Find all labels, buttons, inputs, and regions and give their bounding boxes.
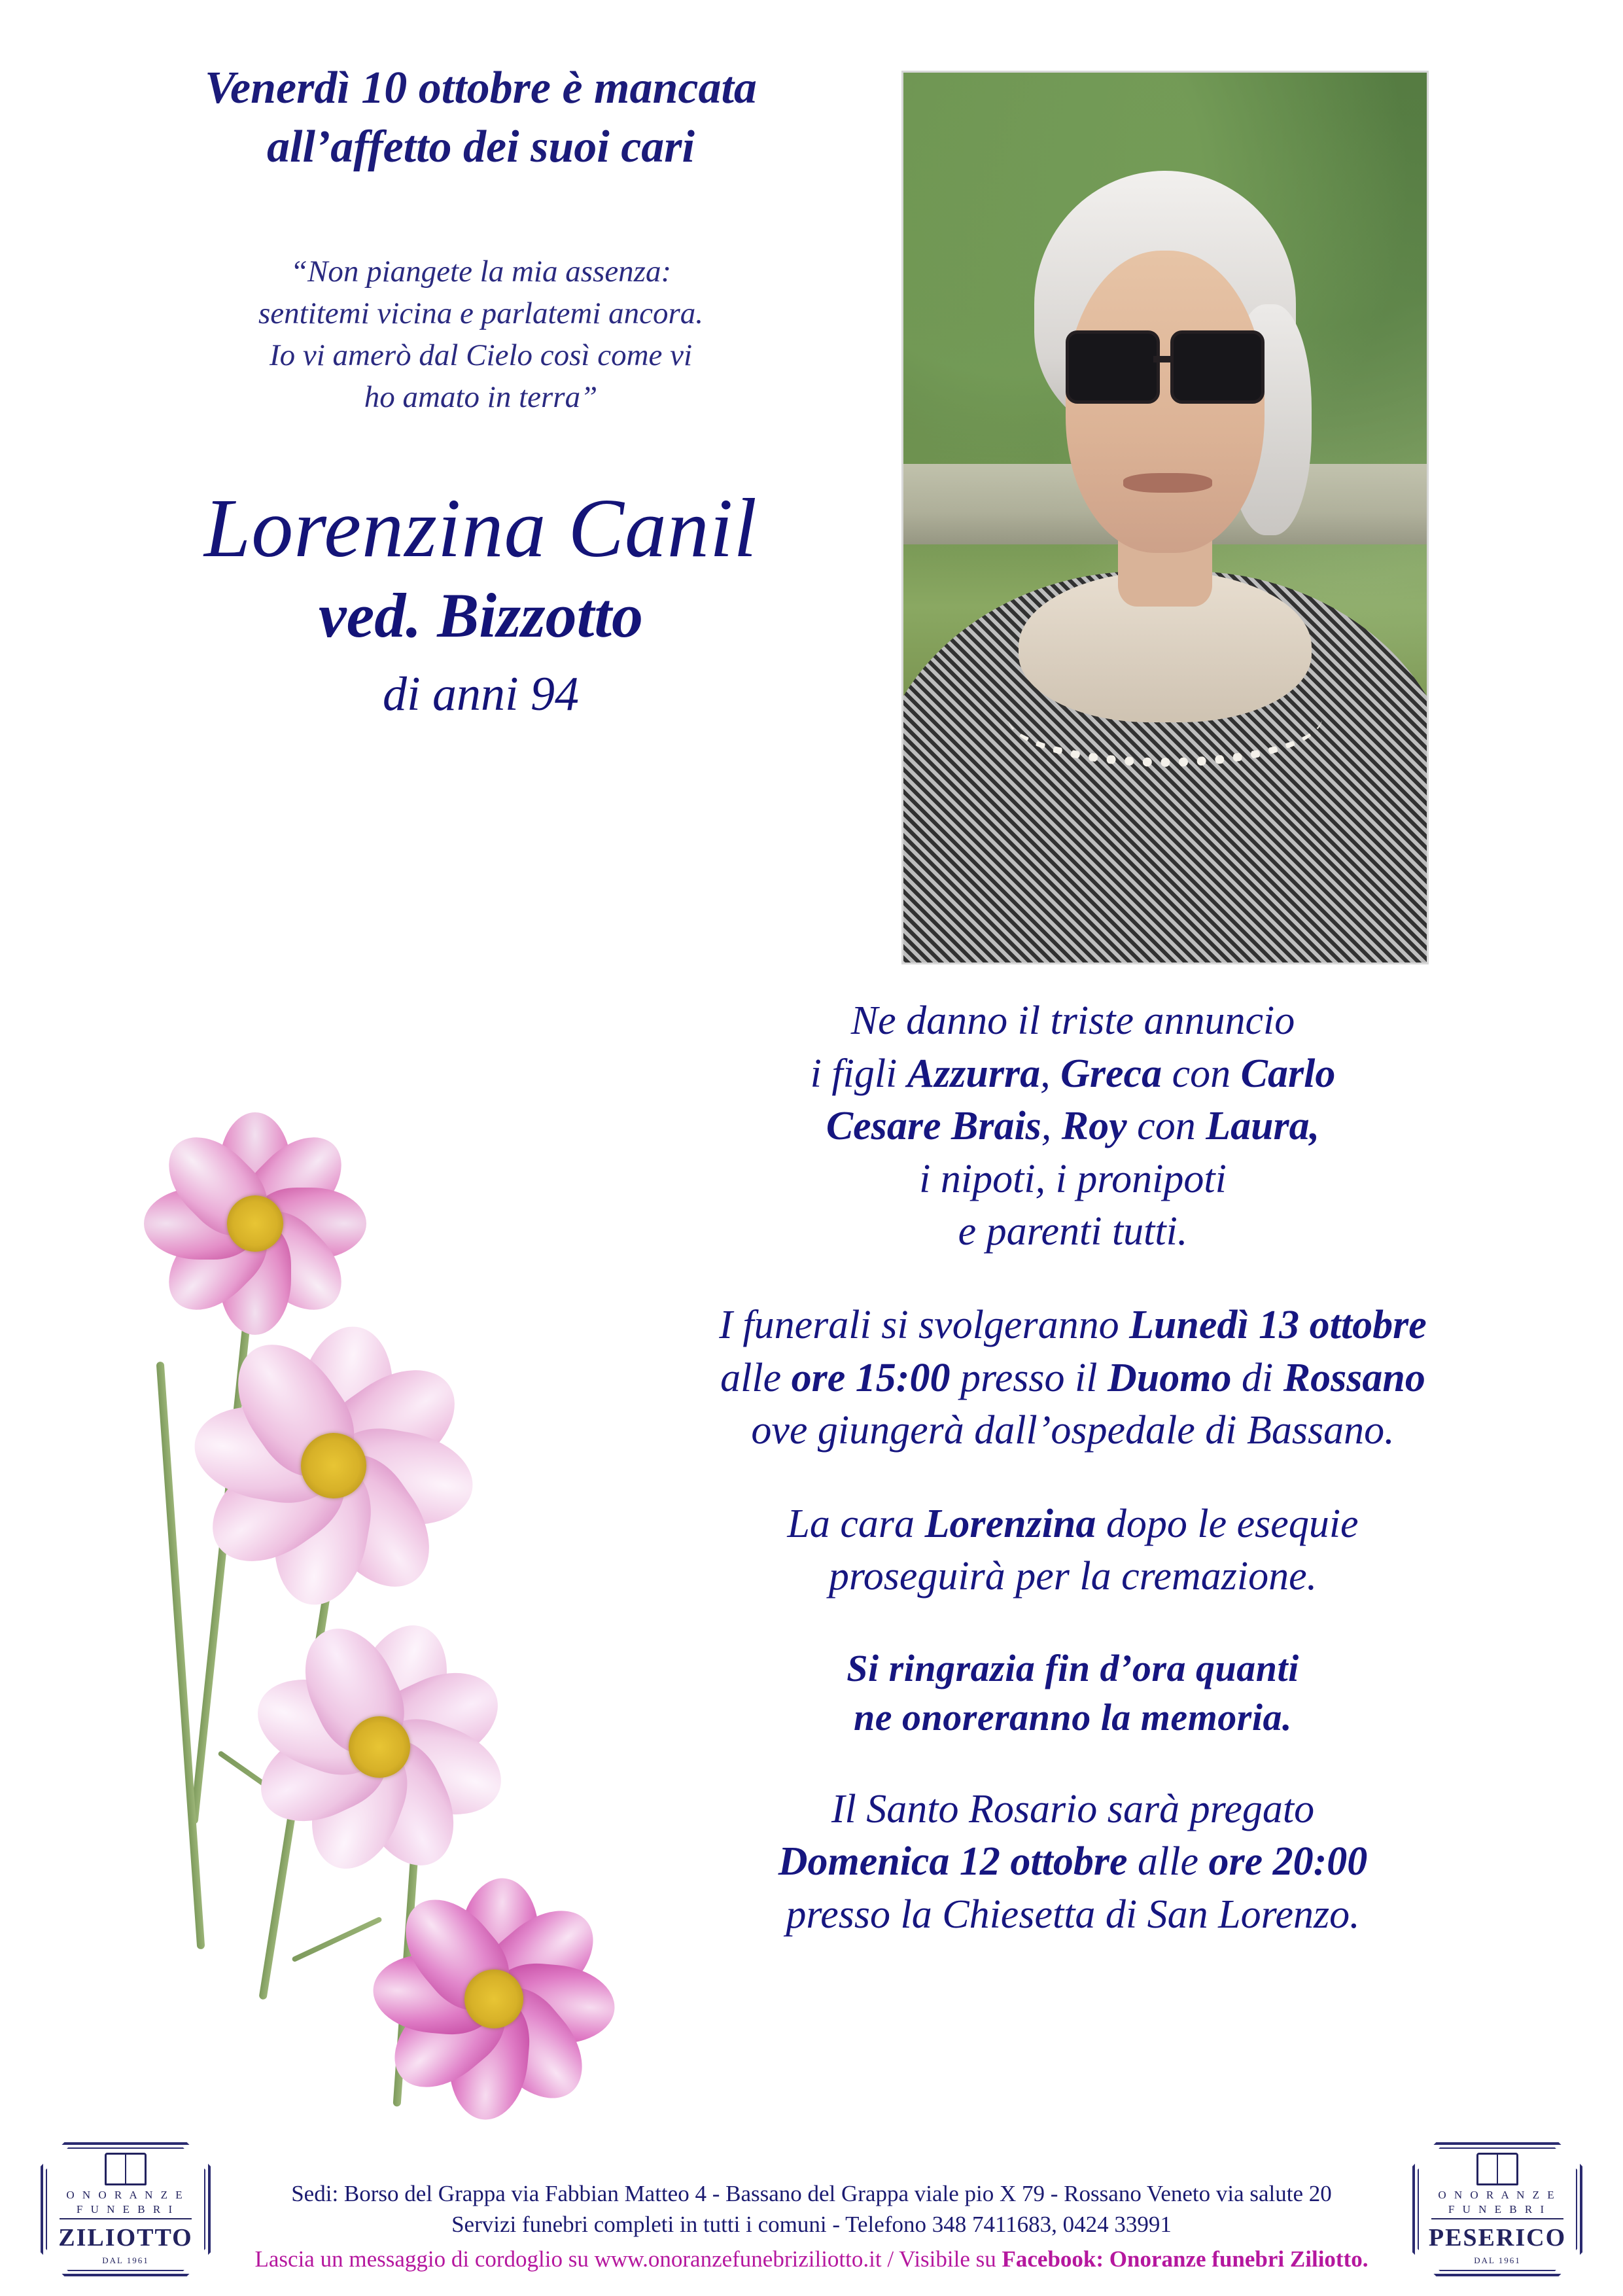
logo-right-line-2: F U N E B R I [1448, 2202, 1547, 2216]
logo-left-line-2: F U N E B R I [76, 2202, 175, 2216]
logo-right-rule [1431, 2218, 1564, 2219]
cremation-name: Lorenzina [924, 1501, 1096, 1546]
logo-content-right [1412, 2142, 1582, 2276]
quote-line-3: Io vi amerò dal Cielo così come vi [269, 338, 693, 372]
rosary-line-2 [563, 1835, 1583, 1888]
family-sep-2: con [1162, 1051, 1241, 1096]
cremation-line-1 [563, 1498, 1583, 1551]
family-line-2 [563, 1048, 1583, 1101]
family-line2-pre: i figli [810, 1051, 907, 1096]
funeral-line-3: ove giungerà dall’ospedale di Bassano. [751, 1408, 1395, 1453]
logo-ziliotto [41, 2142, 211, 2276]
announcement-line-2: all’affetto dei suoi cari [267, 121, 695, 172]
family-line-4: i nipoti, i pronipoti [919, 1156, 1227, 1201]
logo-right-line-1: O N O R A N Z E [1438, 2189, 1557, 2202]
footer [0, 2136, 1623, 2287]
portrait-photo [901, 71, 1429, 964]
logo-left-name: ZILIOTTO [58, 2223, 193, 2252]
funeral-town: Rossano [1283, 1355, 1425, 1400]
family-sep-4: con [1126, 1104, 1206, 1149]
footer-condolence-text: Lascia un messaggio di cordoglio su www.onoranzefunebriziliotto.it / Visibile su [254, 2246, 1002, 2272]
funeral-line2-mid2: di [1231, 1355, 1283, 1400]
family-line-1: Ne danno il triste annuncio [850, 998, 1295, 1043]
cremation-line1-pre: La cara [787, 1501, 925, 1546]
deceased-widow-of: ved. Bizzotto [319, 580, 643, 651]
thanks-line-2: ne onoreranno la memoria. [854, 1696, 1292, 1739]
quote-line-1: “Non piangete la mia assenza: [290, 255, 672, 289]
deceased-name-block [98, 481, 864, 722]
thanks-note [563, 1644, 1583, 1742]
family-partner-1: Carlo [1240, 1051, 1336, 1096]
flower-center [349, 1716, 410, 1778]
funeral-line2-mid: presso il [950, 1355, 1108, 1400]
main-text-column [563, 995, 1583, 1941]
portrait-mouth [1123, 473, 1212, 493]
funeral-time: ore 15:00 [791, 1355, 951, 1400]
funeral-line-1 [563, 1299, 1583, 1352]
flower-center [464, 1969, 523, 2028]
footer-services: Servizi funebri completi in tutti i comuni - Telefono 348 7411683, 0424 33991 [451, 2212, 1172, 2238]
cremation-line-2: proseguirà per la cremazione. [828, 1554, 1318, 1599]
header-left-block [98, 59, 864, 722]
family-child-1: Azzurra [907, 1051, 1041, 1096]
deceased-name: Lorenzina Canil [204, 481, 758, 574]
funeral-line-2 [563, 1352, 1583, 1405]
family-line-5: e parenti tutti. [958, 1209, 1188, 1254]
funeral-line1-pre: I funerali si svolgeranno [719, 1302, 1130, 1347]
rosary-line2-mid: alle [1127, 1839, 1209, 1884]
portrait-background [903, 73, 1427, 963]
family-announcement [563, 995, 1583, 1258]
logo-peserico [1412, 2142, 1582, 2276]
flower-bloom-3 [229, 1597, 530, 1898]
family-line-3 [563, 1100, 1583, 1153]
footer-addresses: Sedi: Borso del Grappa via Fabbian Matteo 4 - Bassano del Grappa viale pio X 79 - Rossano Veneto via salute 20 [291, 2181, 1332, 2207]
footer-facebook[interactable]: Facebook: Onoranze funebri Ziliotto. [1002, 2246, 1369, 2272]
funeral-line2-pre: alle [720, 1355, 792, 1400]
cremation-note [563, 1498, 1583, 1603]
logo-left-rule [60, 2218, 192, 2219]
sunglasses-icon [1066, 330, 1265, 397]
family-child-2: Greca [1060, 1051, 1162, 1096]
funeral-details [563, 1299, 1583, 1457]
footer-text [216, 2179, 1407, 2275]
rosary-line-3: presso la Chiesetta di San Lorenzo. [786, 1892, 1360, 1937]
flower-center [301, 1433, 366, 1498]
funeral-venue: Duomo [1108, 1355, 1232, 1400]
quote-line-4: ho amato in terra” [364, 380, 598, 414]
logo-left-line-1: O N O R A N Z E [66, 2189, 185, 2202]
family-child-4: Roy [1061, 1104, 1127, 1149]
family-sep-1: , [1040, 1051, 1061, 1096]
memorial-quote [98, 251, 864, 419]
deceased-age: di anni 94 [382, 667, 580, 721]
family-sep-3: , [1041, 1104, 1062, 1149]
portrait-pearl-necklace [1008, 669, 1322, 767]
rosary-line-1: Il Santo Rosario sarà pregato [831, 1786, 1315, 1831]
book-icon [1476, 2153, 1518, 2185]
sunglasses-left-lens [1066, 330, 1160, 404]
book-icon [105, 2153, 147, 2185]
announcement-line-1: Venerdì 10 ottobre è mancata [205, 63, 757, 113]
funeral-date: Lunedì 13 ottobre [1129, 1302, 1427, 1347]
cremation-line1-post: dopo le esequie [1096, 1501, 1359, 1546]
flower-bloom-2 [164, 1296, 504, 1636]
rosary-details [563, 1783, 1583, 1941]
thanks-line-1: Si ringrazia fin d’ora quanti [846, 1646, 1299, 1689]
logo-content-left [41, 2142, 211, 2276]
rosary-time: ore 20:00 [1208, 1839, 1368, 1884]
rosary-date: Domenica 12 ottobre [778, 1839, 1128, 1884]
sunglasses-right-lens [1170, 330, 1265, 404]
logo-right-name: PESERICO [1428, 2223, 1567, 2252]
logo-left-year: DAL 1961 [102, 2255, 149, 2265]
family-partner-2: Laura, [1206, 1104, 1320, 1149]
quote-line-2: sentitemi vicina e parlatemi ancora. [258, 296, 704, 331]
flower-center [227, 1195, 283, 1252]
logo-right-year: DAL 1961 [1474, 2255, 1521, 2265]
footer-condolence-link[interactable] [216, 2243, 1407, 2275]
family-child-3: Cesare Brais [826, 1104, 1041, 1149]
